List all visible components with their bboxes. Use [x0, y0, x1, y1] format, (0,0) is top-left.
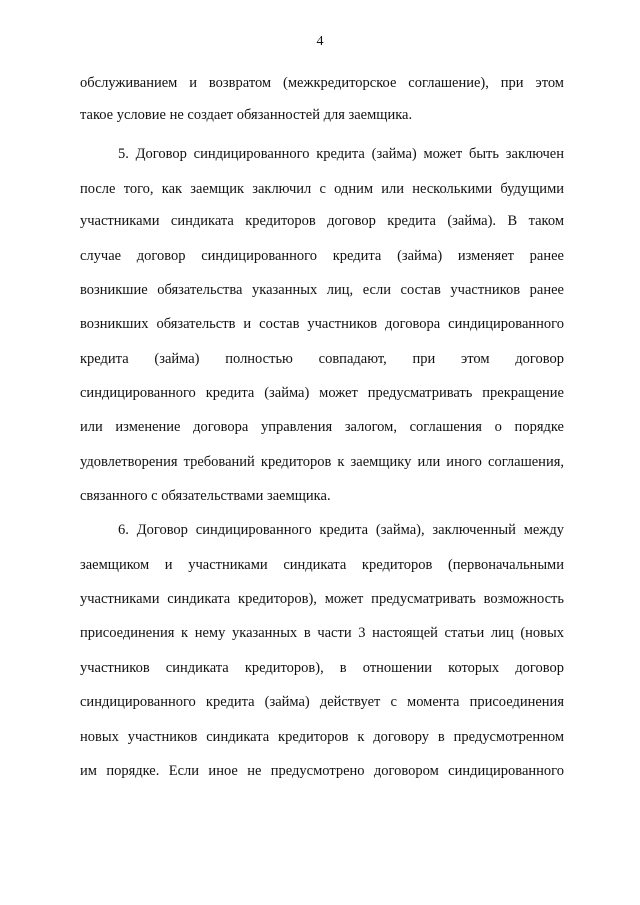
text-line: случае договор синдицированного кредита (займа) изменяет ранее: [80, 248, 564, 264]
paragraph-5-first-line: 5. Договор синдицированного кредита (займа) может быть заключен: [118, 146, 564, 162]
text-line: возникшие обязательства указанных лиц, если состав участников ранее: [80, 282, 564, 298]
text-line: кредита (займа) полностью совпадают, при этом договор: [80, 351, 564, 367]
text-line: или изменение договора управления залогом, соглашения о порядке: [80, 419, 564, 435]
text-line: им порядке. Если иное не предусмотрено договором синдицированного: [80, 763, 564, 779]
text-line: заемщиком и участниками синдиката кредиторов (первоначальными: [80, 557, 564, 573]
text-line: такое условие не создает обязанностей для заемщика.: [80, 107, 413, 123]
text-line: синдицированного кредита (займа) может предусматривать прекращение: [80, 385, 564, 401]
text-line: участниками синдиката кредиторов договор кредита (займа). В таком: [80, 213, 564, 229]
paragraph-6-first-line: 6. Договор синдицированного кредита (займа), заключенный между: [118, 522, 564, 538]
text-line: присоединения к нему указанных в части 3 настоящей статьи лиц (новых: [80, 625, 564, 641]
page-number: 4: [316, 34, 324, 49]
text-line: связанного с обязательствами заемщика.: [80, 488, 331, 504]
text-line: удовлетворения требований кредиторов к заемщику или иного соглашения,: [80, 454, 564, 470]
text-line: после того, как заемщик заключил с одним или несколькими будущими: [80, 181, 564, 197]
text-line: синдицированного кредита (займа) действует с момента присоединения: [80, 694, 564, 710]
text-line: возникших обязательств и состав участников договора синдицированного: [80, 316, 564, 332]
text-line: новых участников синдиката кредиторов к договору в предусмотренном: [80, 729, 564, 745]
text-line: участниками синдиката кредиторов), может предусматривать возможность: [80, 591, 564, 607]
text-line: обслуживанием и возвратом (межкредиторское соглашение), при этом: [80, 75, 564, 91]
text-line: участников синдиката кредиторов), в отношении которых договор: [80, 660, 564, 676]
